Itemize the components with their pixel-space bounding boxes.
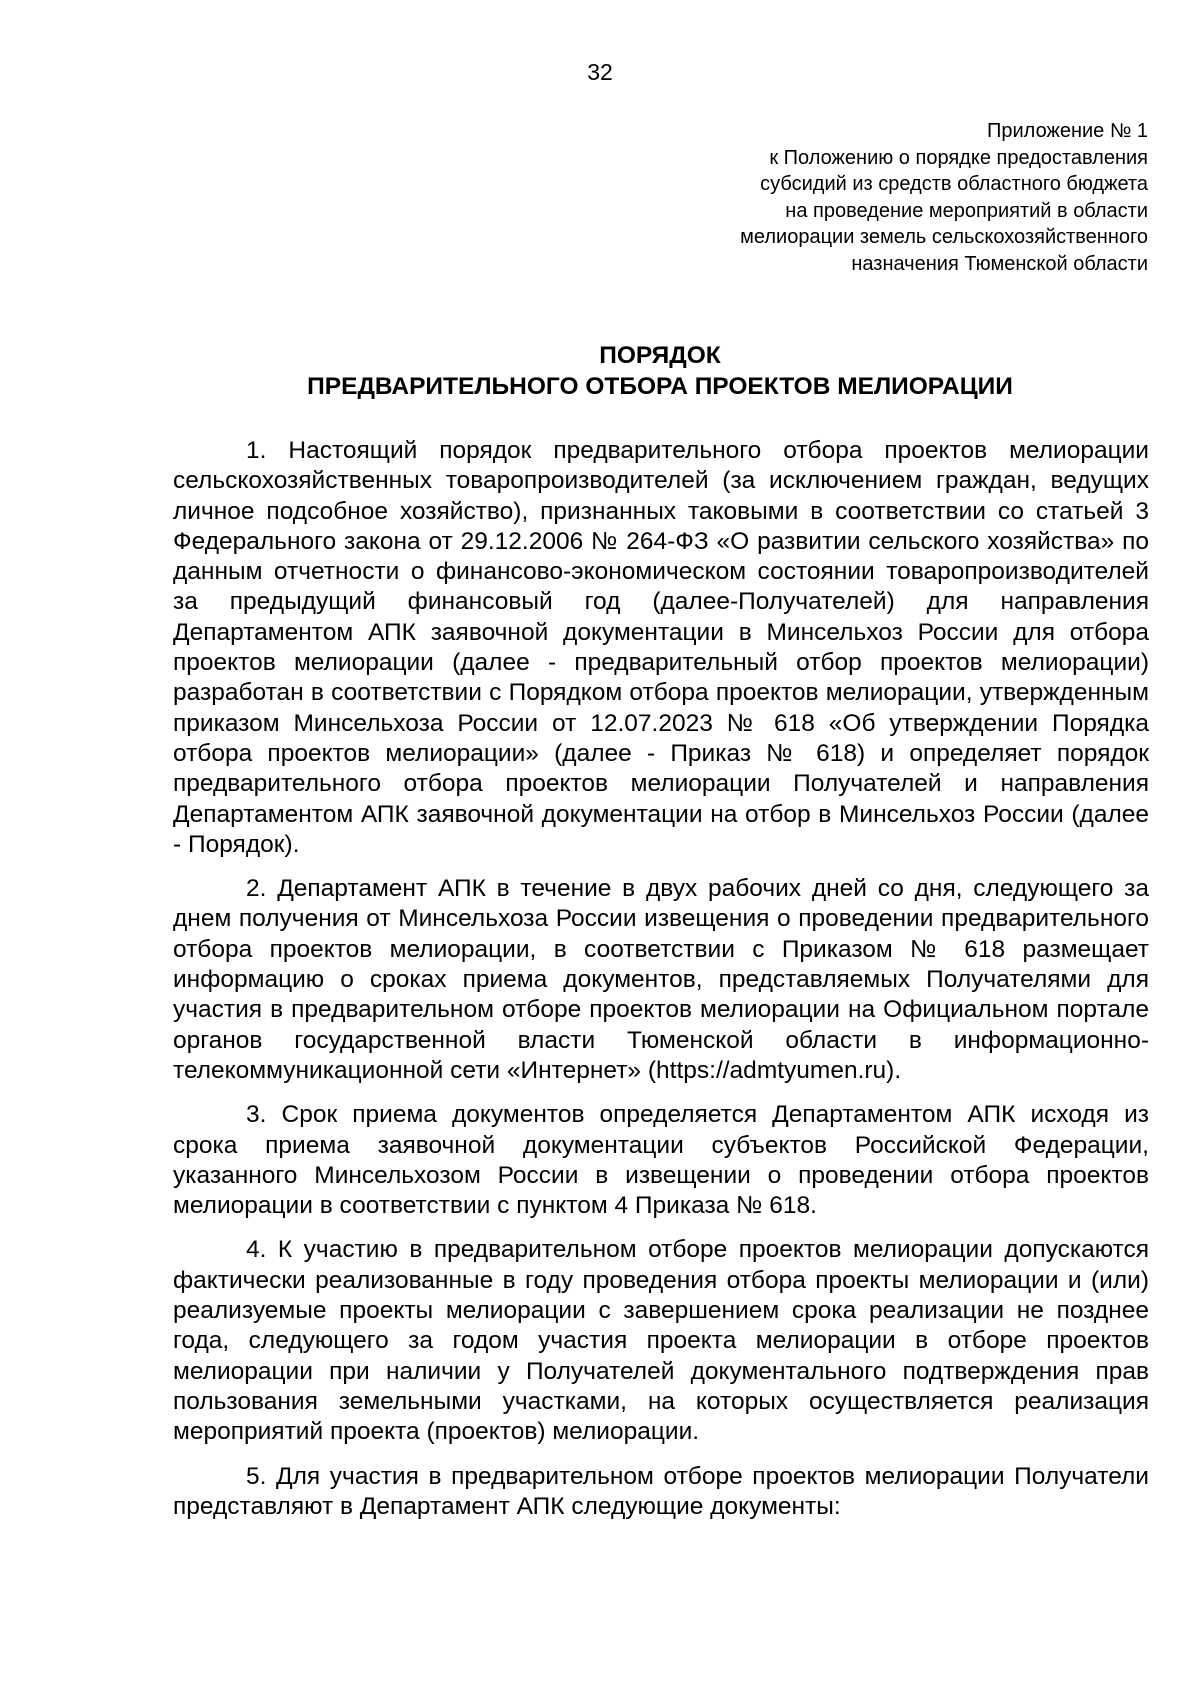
page-number: 32 [587, 59, 613, 85]
appendix-line: на проведение мероприятий в области [785, 199, 1148, 222]
paragraph-2: 2. Департамент АПК в течение в двух рабочих дней со дня, следующего за днем получения от Минсельхоза России извещения о проведении предварительного отбора проектов мелиорации, в соответствии с Приказом № 618 размещает информацию о сроках приема документов, представляемых Получателями для участия в предварительном отборе проектов мелиорации на Официальном портале органов государственной власти Тюменской области в информационно-телекоммуникационной сети «Интернет» (https://admtyumen.ru). [173, 875, 1149, 1084]
appendix-line: субсидий из средств областного бюджета [760, 173, 1148, 195]
appendix-header [588, 118, 1148, 277]
appendix-line: Приложение № 1 [987, 120, 1148, 142]
title-line-2: ПРЕДВАРИТЕЛЬНОГО ОТБОРА ПРОЕКТОВ МЕЛИОРАЦИИ [307, 373, 1013, 400]
paragraph-4: 4. К участию в предварительном отборе проектов мелиорации допускаются фактически реализованные в году проведения отбора проекты мелиорации и (или) реализуемые проекты мелиорации с завершением срока реализации не позднее года, следующего за годом участия проекта мелиорации в отборе проектов мелиорации при наличии у Получателей документального подтверждения прав пользования земельными участками, на которых осуществляется реализация мероприятий проекта (проектов) мелиорации. [173, 1236, 1149, 1446]
paragraph-5: 5. Для участия в предварительном отборе проектов мелиорации Получатели представляют в Департамент АПК следующие документы: [173, 1462, 1149, 1520]
appendix-line: мелиорации земель сельскохозяйственного [740, 226, 1148, 248]
paragraph-1: 1. Настоящий порядок предварительного отбора проектов мелиорации сельскохозяйственных товаропроизводителей (за исключением граждан, ведущих личное подсобное хозяйство), признанных таковыми в соответствии со статьей 3 Федерального закона от 29.12.2006 № 264-ФЗ «О развитии сельского хозяйства» по данным отчетности о финансово-экономическом состоянии товаропроизводителей за предыдущий финансовый год (далее-Получателей) для направления Департаментом АПК заявочной документации в Минсельхоз России для отбора проектов мелиорации (далее - предварительный отбор проектов мелиорации) разработан в соответствии с Порядком отбора проектов мелиорации, утвержденным приказом Минсельхоза России от 12.07.2023 № 618 «Об утверждении Порядка отбора проектов мелиорации» (далее - Приказ № 618) и определяет порядок предварительного отбора проектов мелиорации Получателей и направления Департаментом АПК заявочной документации на отбор в Минсельхоз России (далее - Порядок). [173, 437, 1149, 858]
appendix-line: назначения Тюменской области [851, 252, 1148, 275]
document-title [171, 340, 1149, 402]
document-body [173, 436, 1149, 1522]
paragraph-3: 3. Срок приема документов определяется Департаментом АПК исходя из срока приема заявочной документации субъектов Российской Федерации, указанного Минсельхозом России в извещении о проведении отбора проектов мелиорации в соответствии с пунктом 4 Приказа № 618. [173, 1101, 1149, 1220]
appendix-line: к Положению о порядке предоставления [769, 146, 1148, 169]
title-line-1: ПОРЯДОК [599, 342, 721, 369]
